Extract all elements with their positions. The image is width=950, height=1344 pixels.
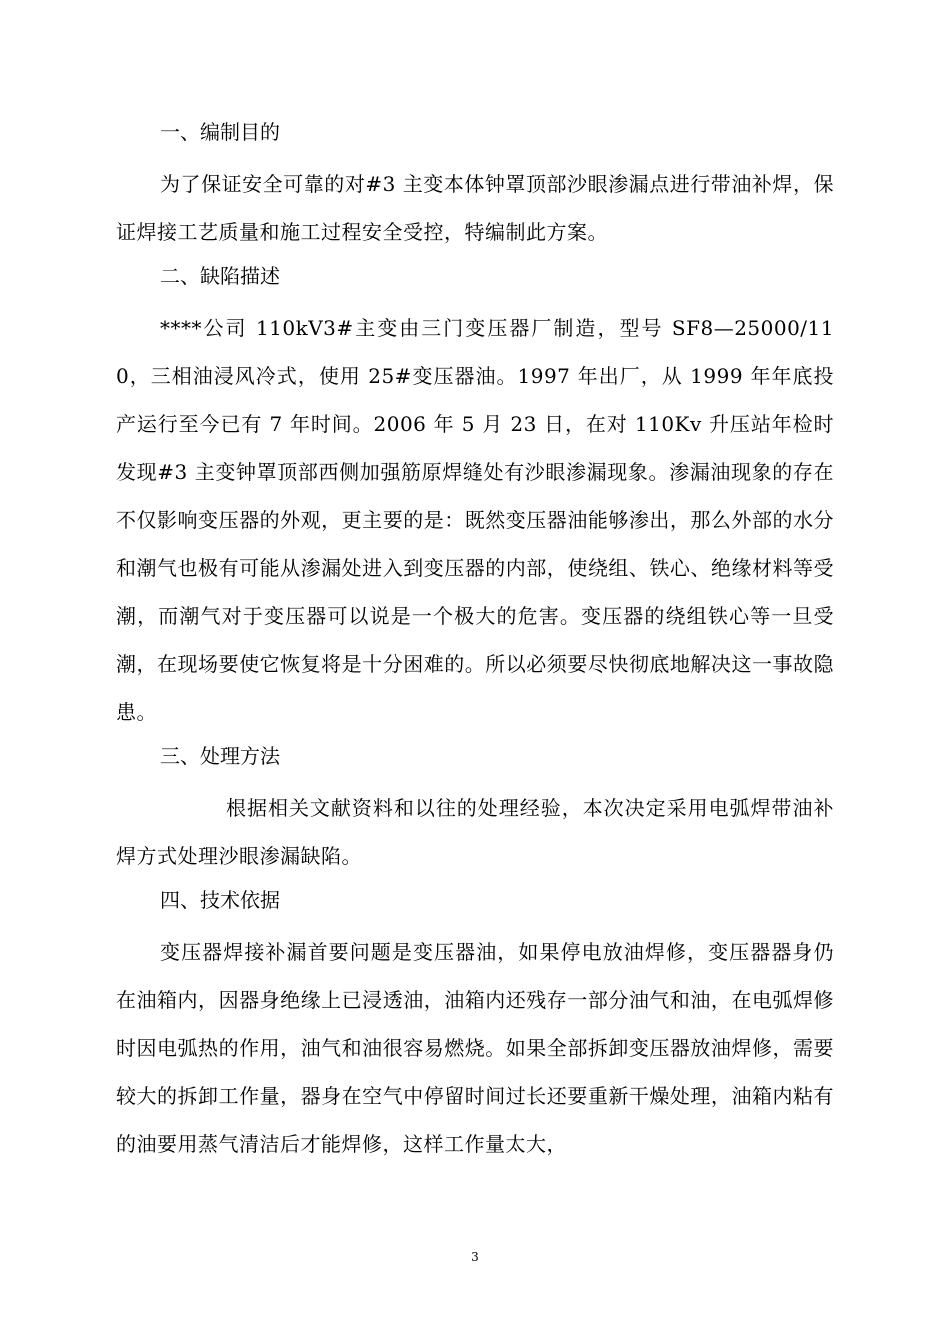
paragraph-method: 根据相关文献资料和以往的处理经验，本次决定采用电弧焊带油补焊方式处理沙眼渗漏缺陷。 xyxy=(116,796,834,868)
section-heading-method: 三、处理方法 xyxy=(160,744,280,768)
paragraph-defect: ****公司 110kV3#主变由三门变压器厂制造，型号 SF8—25000/110，三相油浸风冷式，使用 25#变压器油。1997 年出厂，从 1999 年年底投产运行至今已有 7 年时间。2006 年 5 月 23 日，在对 110Kv 升压站年检时发现#3 主变钟罩顶部西侧加强筋原焊缝处有沙眼渗漏现象。渗漏油现象的存在不仅影响变压器的外观，更主要的是：既然变压器油能够渗出，那么外部的水分和潮气也极有可能从渗漏处进入到变压器的内部，使绕组、铁心、绝缘材料等受潮，而潮气对于变压器可以说是一个极大的危害。变压器的绕组铁心等一旦受潮，在现场要使它恢复将是十分困难的。所以必须要尽快彻底地解决这一事故隐患。 xyxy=(116,316,834,724)
paragraph-purpose: 为了保证安全可靠的对#3 主变本体钟罩顶部沙眼渗漏点进行带油补焊，保证焊接工艺质量和施工过程安全受控，特编制此方案。 xyxy=(116,172,834,244)
document-body xyxy=(116,112,834,1168)
paragraph-basis: 变压器焊接补漏首要问题是变压器油，如果停电放油焊修，变压器器身仍在油箱内，因器身绝缘上已浸透油，油箱内还残存一部分油气和油，在电弧焊修时因电弧热的作用，油气和油很容易燃烧。如果全部拆卸变压器放油焊修，需要较大的拆卸工作量，器身在空气中停留时间过长还要重新干燥处理，油箱内粘有的油要用蒸气清洁后才能焊修，这样工作量太大， xyxy=(116,940,834,1156)
section-heading-defect: 二、缺陷描述 xyxy=(160,264,280,288)
page-number: 3 xyxy=(471,1250,479,1264)
section-heading-basis: 四、技术依据 xyxy=(160,888,280,912)
section-heading-purpose: 一、编制目的 xyxy=(160,120,280,144)
